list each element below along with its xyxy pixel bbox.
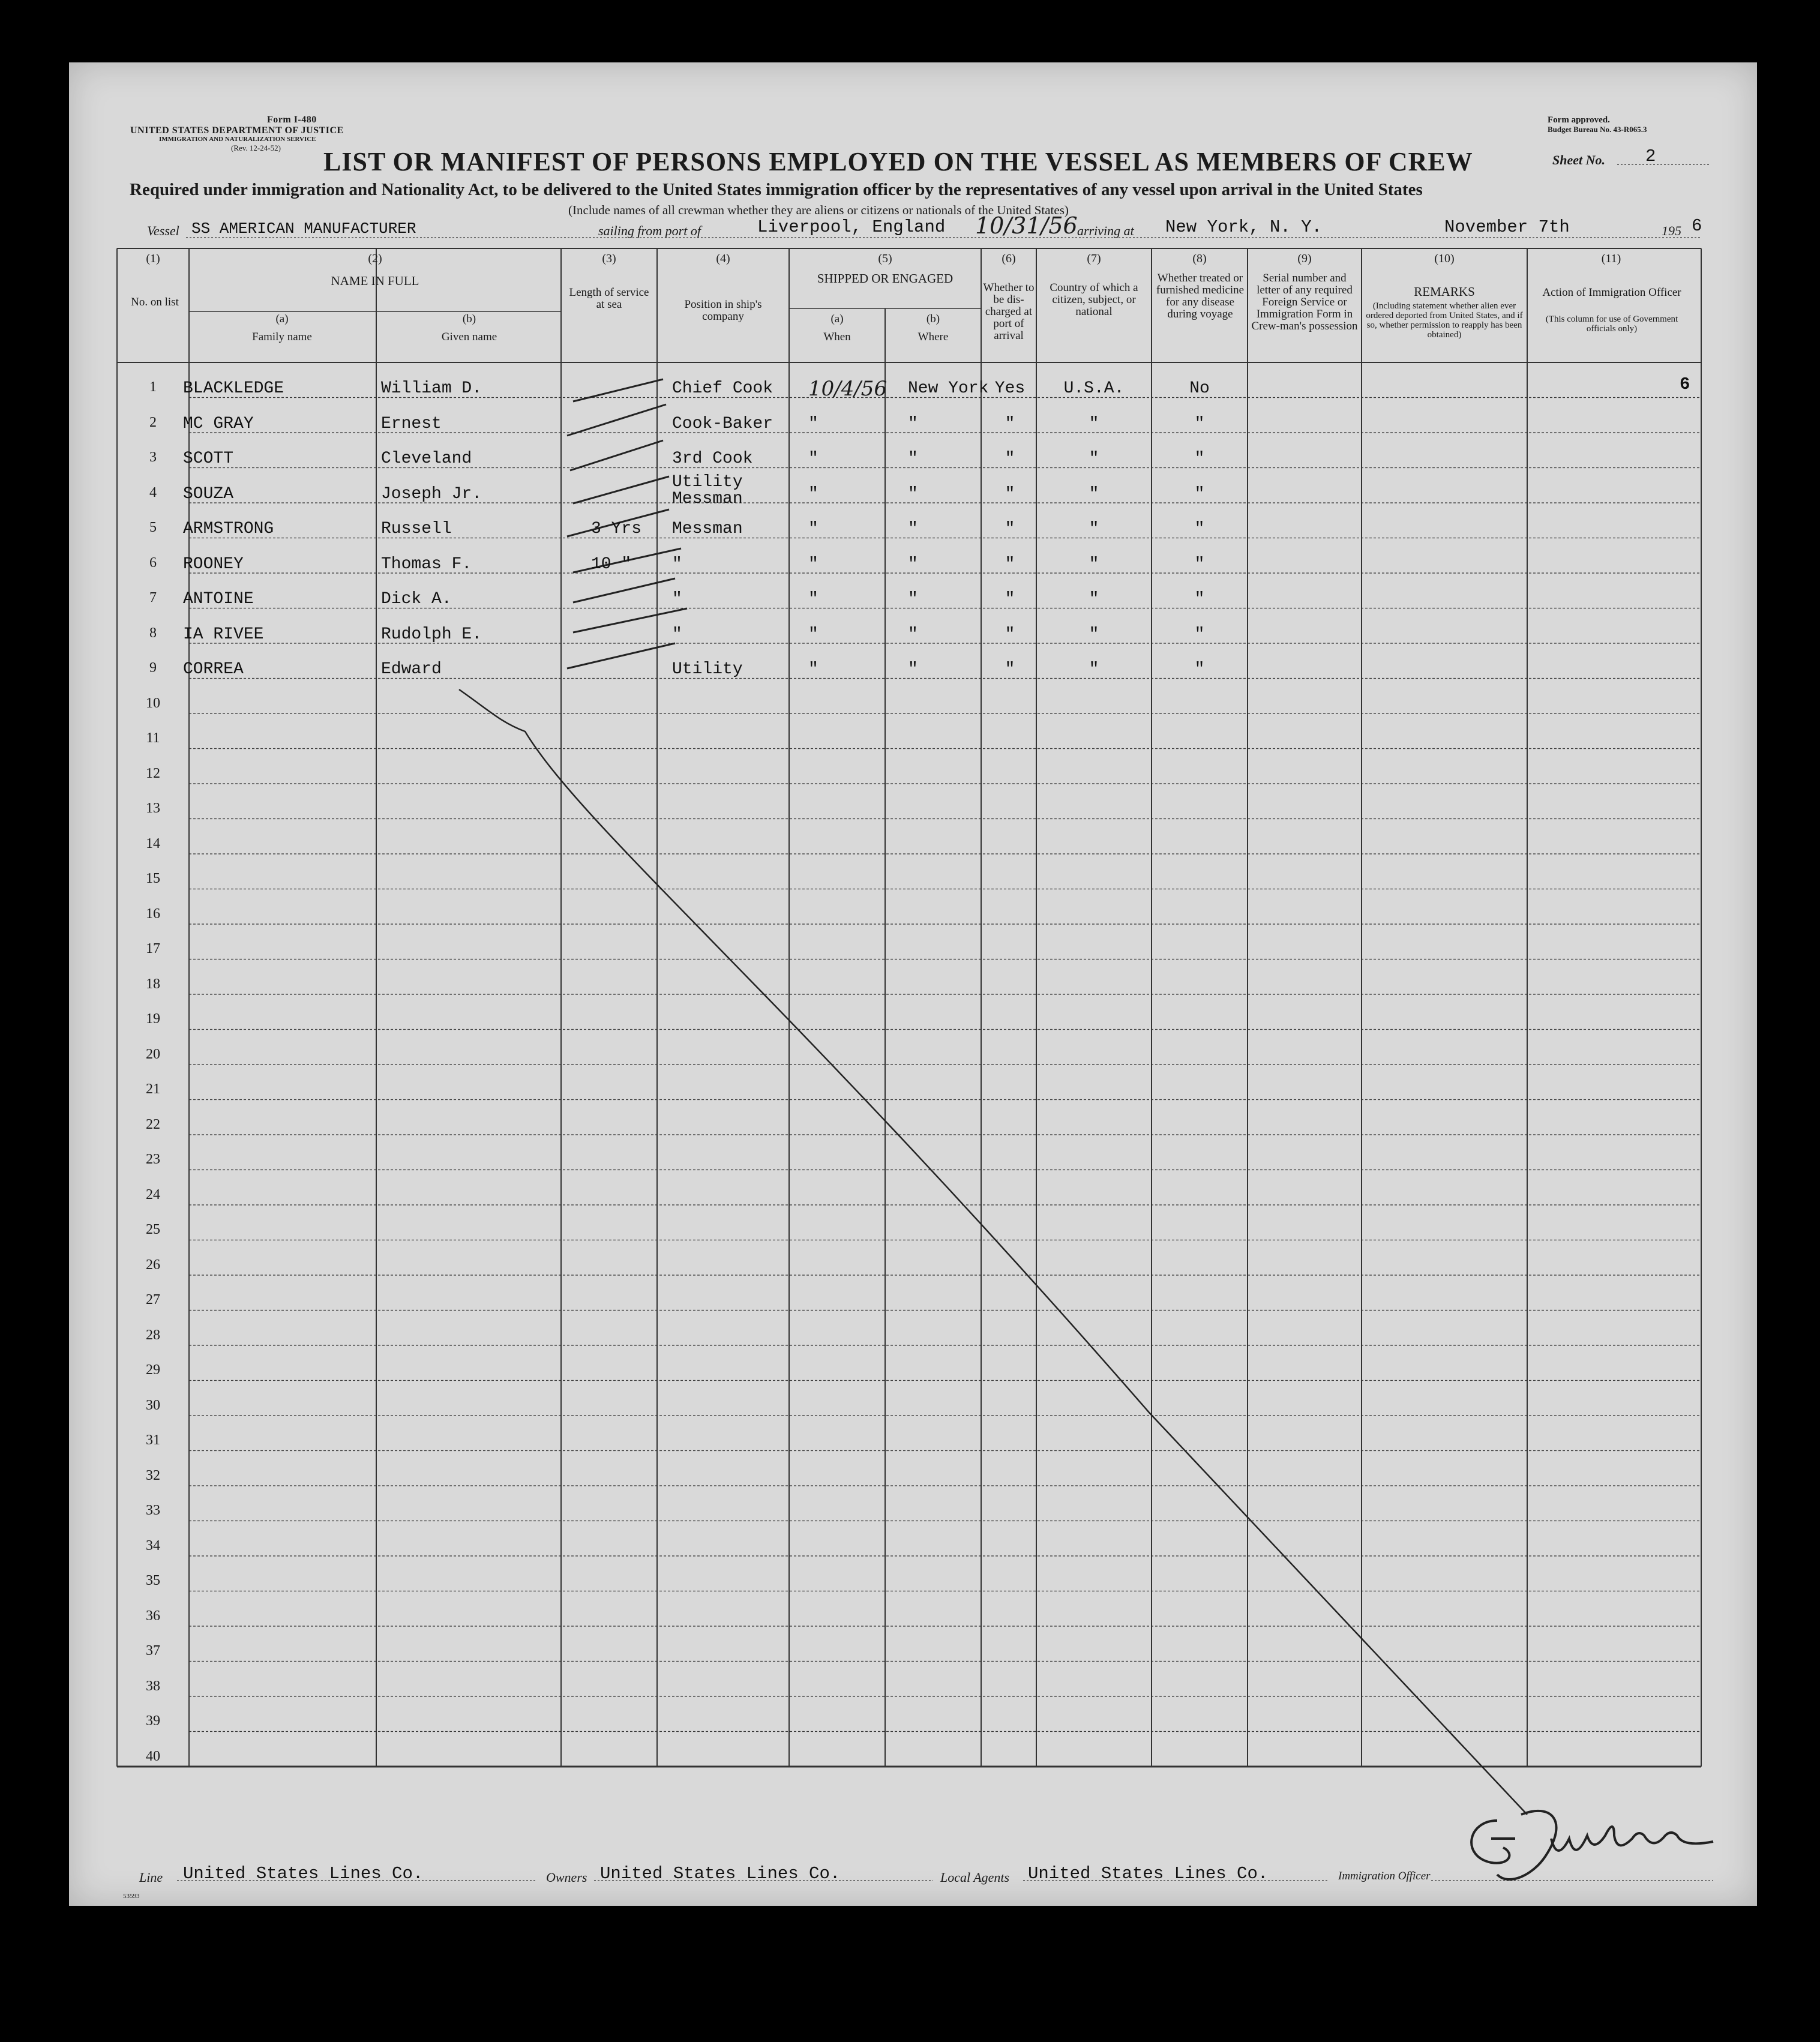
header-position: Position in ship's company: [684, 298, 762, 323]
cell-given: Cleveland: [381, 449, 472, 468]
header-a: (a): [275, 313, 289, 325]
cell-when: ": [808, 554, 818, 574]
cell-when: 10/4/56: [808, 377, 887, 401]
row-number: 9: [149, 660, 157, 676]
cell-position: ": [672, 554, 682, 574]
pencil-slash: [573, 608, 687, 632]
arrival-date: November 7th: [1444, 217, 1570, 237]
cell-treated: ": [1194, 554, 1205, 574]
line-value: United States Lines Co.: [183, 1864, 424, 1884]
row-number: 19: [146, 1011, 160, 1027]
header-action: Action of Immigration Officer: [1542, 286, 1681, 299]
row-number: 3: [149, 449, 157, 465]
pencil-slash: [567, 643, 675, 668]
owners-label: Owners: [546, 1870, 587, 1885]
cell-family: SOUZA: [183, 484, 234, 503]
service: IMMIGRATION AND NATURALIZATION SERVICE: [159, 136, 316, 143]
row-number: 33: [146, 1503, 160, 1518]
cell-when: ": [808, 660, 818, 679]
cell-treated: ": [1194, 414, 1205, 433]
col-4-number: (4): [716, 252, 730, 265]
agents-label: Local Agents: [940, 1870, 1010, 1885]
header-serial: Serial number and letter of any required Foreign Service or Immigration Form in Crew-man's possession: [1251, 272, 1358, 332]
cell-where: ": [908, 660, 918, 679]
row-number: 24: [146, 1186, 160, 1203]
row-number: 7: [149, 590, 157, 605]
sailing-port: Liverpool, England: [757, 217, 946, 237]
cell-position: Messman: [672, 520, 743, 538]
cell-when: ": [808, 449, 818, 468]
pencil-slash: [573, 476, 669, 503]
cell-family: BLACKLEDGE: [183, 379, 284, 398]
cell-where: ": [908, 520, 918, 538]
cell-country: ": [1089, 590, 1099, 608]
cell-discharged: ": [1005, 660, 1015, 679]
cell-discharged: ": [1005, 554, 1015, 574]
pencil-slash: [570, 440, 663, 470]
col-11-number: (11): [1601, 252, 1621, 265]
cell-discharged: ": [1005, 484, 1015, 503]
row-number: 17: [146, 941, 160, 956]
cell-treated: ": [1194, 625, 1205, 644]
row-number: 28: [146, 1327, 160, 1343]
cell-given: Dick A.: [381, 590, 452, 608]
header-no-on-list: No. on list: [131, 296, 179, 308]
cell-when: ": [808, 590, 818, 608]
row-number: 18: [146, 976, 160, 992]
row-number: 40: [146, 1748, 160, 1764]
cell-treated: ": [1194, 520, 1205, 538]
row-number: 6: [149, 554, 157, 571]
cell-when: ": [808, 625, 818, 644]
row-number: 5: [149, 520, 157, 535]
print-code: 53593: [123, 1893, 140, 1900]
header-name-in-full: NAME IN FULL: [331, 274, 419, 288]
cell-treated: ": [1194, 660, 1205, 679]
col-8-number: (8): [1192, 252, 1207, 265]
cell-when: ": [808, 484, 818, 503]
cell-country: ": [1089, 625, 1099, 644]
row-number: 35: [146, 1573, 160, 1588]
row-number: 32: [146, 1467, 160, 1483]
row-number: 4: [149, 484, 157, 500]
cell-discharged: Yes: [994, 379, 1026, 398]
col-6-number: (6): [1002, 252, 1016, 265]
header-b: (b): [462, 313, 476, 325]
cell-discharged: ": [1005, 590, 1015, 608]
cell-given: Edward: [381, 660, 442, 679]
cell-position: Chief Cook: [672, 379, 773, 398]
cell-where: ": [908, 625, 918, 644]
cell-country: ": [1089, 520, 1099, 538]
row-number: 13: [146, 800, 160, 816]
row-number: 34: [146, 1537, 160, 1554]
row-number: 30: [146, 1397, 160, 1413]
owners-value: United States Lines Co.: [600, 1864, 841, 1884]
sailing-label: sailing from port of: [598, 223, 701, 238]
vessel-label: Vessel: [147, 223, 179, 238]
row-number: 22: [146, 1116, 160, 1132]
cell-given: Ernest: [381, 414, 442, 433]
header-when: When: [823, 331, 851, 343]
cell-treated: ": [1194, 449, 1205, 468]
header-remarks-note: (Including statement whether alien ever ordered deported from United States, and if so, whether permission to reapply has been obtained): [1366, 301, 1523, 340]
cell-position: ": [672, 590, 682, 608]
col-10-number: (10): [1434, 252, 1455, 265]
cell-given: Russell: [381, 520, 452, 538]
cancel-diagonal: [459, 689, 1527, 1815]
cell-position: Cook-Baker: [672, 414, 773, 433]
row-number: 29: [146, 1362, 160, 1378]
subtitle: Required under immigration and Nationality Act, to be delivered to the United States immigration officer by the representatives of any vessel upon arrival in the United States: [130, 180, 1423, 199]
vessel-name: SS AMERICAN MANUFACTURER: [191, 220, 416, 238]
header-action-note: (This column for use of Government officials only): [1545, 314, 1678, 334]
header-remarks: REMARKS: [1414, 284, 1475, 299]
row-number: 31: [146, 1432, 160, 1448]
cell-position: Utility Messman: [672, 472, 743, 508]
cell-length: 3 Yrs: [591, 520, 642, 538]
cell-where: ": [908, 484, 918, 503]
col-3-number: (3): [602, 252, 616, 265]
row-number: 11: [146, 730, 160, 746]
row-number: 14: [146, 835, 160, 851]
action-count: 6: [1680, 374, 1690, 394]
cell-position: Utility: [672, 660, 743, 679]
cell-country: ": [1089, 484, 1099, 503]
pencil-slash: [567, 404, 666, 436]
cell-discharged: ": [1005, 625, 1015, 644]
cell-given: Joseph Jr.: [381, 484, 482, 503]
sheet-label: Sheet No.: [1552, 152, 1605, 167]
header-length: Length of service at sea: [569, 286, 649, 311]
cell-when: ": [808, 520, 818, 538]
cell-treated: ": [1194, 484, 1205, 503]
cell-given: Rudolph E.: [381, 625, 482, 644]
header-discharged: Whether to be dis-charged at port of arrival: [983, 281, 1035, 342]
row-number: 8: [149, 625, 157, 641]
header-5a: (a): [830, 313, 844, 325]
row-number: 15: [146, 871, 160, 886]
cell-family: SCOTT: [183, 449, 234, 468]
cell-country: ": [1089, 660, 1099, 679]
header-shipped: SHIPPED OR ENGAGED: [817, 271, 954, 286]
row-number: 25: [146, 1222, 160, 1237]
year-suffix: 6: [1692, 216, 1702, 236]
page-title: LIST OR MANIFEST OF PERSONS EMPLOYED ON THE VESSEL AS MEMBERS OF CREW: [323, 147, 1473, 176]
revision: (Rev. 12-24-52): [231, 143, 281, 152]
form-number: Form I-480: [267, 115, 317, 125]
cell-where: New York: [908, 379, 989, 398]
header-country: Country of which a citizen, subject, or national: [1050, 281, 1138, 318]
cell-given: William D.: [381, 379, 482, 398]
cell-family: ROONEY: [183, 554, 244, 574]
pencil-slash: [573, 578, 675, 602]
arriving-label: arriving at: [1077, 223, 1134, 238]
sheet-number: 2: [1645, 146, 1656, 166]
col-1-number: (1): [146, 252, 160, 265]
row-number: 23: [146, 1152, 160, 1167]
row-number: 21: [146, 1081, 160, 1097]
row-number: 27: [146, 1292, 160, 1308]
header-where: Where: [918, 331, 949, 343]
row-number: 16: [146, 905, 160, 922]
cell-position: ": [672, 625, 682, 644]
cell-where: ": [908, 449, 918, 468]
cell-length: 10 ": [591, 554, 632, 574]
officer-label: Immigration Officer: [1338, 1870, 1431, 1882]
col-9-number: (9): [1297, 252, 1312, 265]
row-number: 20: [146, 1046, 160, 1062]
header-family-name: Family name: [252, 331, 312, 343]
cell-treated: ": [1194, 590, 1205, 608]
budget-bureau: Budget Bureau No. 43-R065.3: [1548, 125, 1647, 134]
row-number: 2: [149, 414, 157, 430]
cell-where: ": [908, 414, 918, 433]
row-number: 37: [146, 1643, 160, 1659]
row-number: 1: [149, 379, 157, 395]
cell-when: ": [808, 414, 818, 433]
row-number: 26: [146, 1257, 160, 1273]
row-number: 10: [146, 695, 160, 711]
cell-position: 3rd Cook: [672, 449, 753, 468]
sailing-date: 10/31/56: [975, 212, 1078, 239]
row-number: 12: [146, 765, 160, 781]
instruction: (Include names of all crewman whether they are aliens or citizens or nationals of the United States): [568, 203, 1069, 217]
cell-country: ": [1089, 414, 1099, 433]
cell-family: CORREA: [183, 660, 244, 679]
header-5b: (b): [926, 313, 940, 325]
col-7-number: (7): [1087, 252, 1101, 265]
arrival-port: New York, N. Y.: [1165, 217, 1323, 237]
cell-family: IA RIVEE: [183, 625, 264, 644]
manifest-sheet: [69, 62, 1757, 1906]
line-label: Line: [139, 1870, 163, 1885]
row-number: 36: [146, 1608, 160, 1624]
department: UNITED STATES DEPARTMENT OF JUSTICE: [130, 125, 344, 136]
agents-value: United States Lines Co.: [1028, 1864, 1269, 1884]
cell-discharged: ": [1005, 520, 1015, 538]
cell-treated: No: [1189, 379, 1210, 398]
cell-family: ARMSTRONG: [183, 520, 274, 538]
cell-family: ANTOINE: [183, 590, 254, 608]
cell-where: ": [908, 590, 918, 608]
col-2-number: (2): [368, 252, 382, 265]
col-5-number: (5): [878, 252, 892, 265]
cell-family: MC GRAY: [183, 414, 254, 433]
row-number: 38: [146, 1678, 160, 1694]
cell-discharged: ": [1005, 449, 1015, 468]
header-treated: Whether treated or furnished medicine for any disease during voyage: [1156, 272, 1245, 320]
row-number: 39: [146, 1713, 160, 1729]
cell-country: ": [1089, 449, 1099, 468]
cell-given: Thomas F.: [381, 554, 472, 574]
year-prefix: 195: [1662, 223, 1681, 238]
cell-country: ": [1089, 554, 1099, 574]
form-approved: Form approved.: [1548, 115, 1610, 125]
cell-where: ": [908, 554, 918, 574]
pencil-slash: [573, 379, 663, 401]
cell-discharged: ": [1005, 414, 1015, 433]
cell-country: U.S.A.: [1063, 379, 1125, 398]
header-given-name: Given name: [441, 331, 497, 343]
